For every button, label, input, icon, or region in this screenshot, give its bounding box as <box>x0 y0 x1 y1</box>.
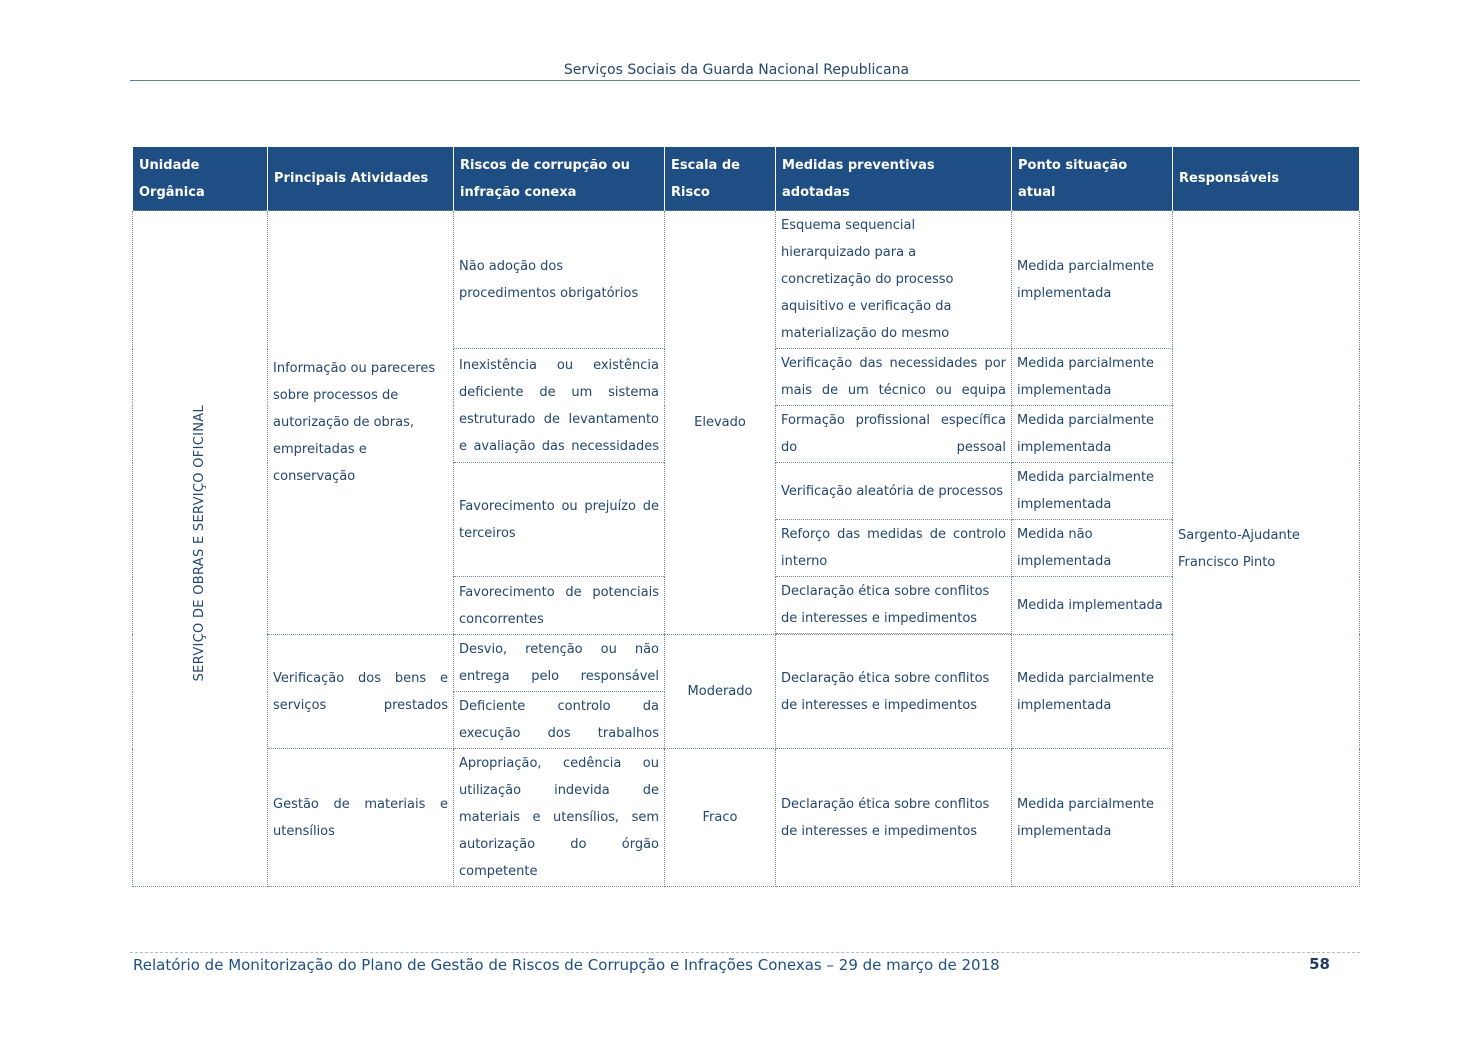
header-riscos: Riscos de corrupção ou infração conexa <box>454 147 665 211</box>
header-divider <box>130 80 1360 81</box>
responsible-cell: Sargento-Ajudante Francisco Pinto <box>1173 211 1360 887</box>
header-ponto: Ponto situação atual <box>1012 147 1173 211</box>
status-cell-7: Medida parcialmente implementada <box>1012 635 1173 749</box>
scale-cell-3: Fraco <box>665 749 776 887</box>
status-cell-2: Medida parcialmente implementada <box>1012 349 1173 406</box>
measure-cell-8: Declaração ética sobre conflitos de interesses e impedimentos <box>776 749 1012 887</box>
footer-text: Relatório de Monitorização do Plano de Gestão de Riscos de Corrupção e Infrações Conexas – 29 de março de 2018 <box>133 956 1000 974</box>
risk-table <box>132 147 1360 887</box>
risk-cell-6: Deficiente controlo da execução dos trabalhos <box>454 692 665 749</box>
status-cell-3: Medida parcialmente implementada <box>1012 406 1173 463</box>
header-responsaveis: Responsáveis <box>1173 147 1360 211</box>
measure-cell-6: Declaração ética sobre conflitos de interesses e impedimentos <box>776 577 1012 634</box>
measure-cell-1: Esquema sequencial hierarquizado para a concretização do processo aquisitivo e verificação da materialização do mesmo <box>776 211 1012 349</box>
status-cell-8: Medida parcialmente implementada <box>1012 749 1173 887</box>
header-medidas: Medidas preventivas adotadas <box>776 147 1012 211</box>
footer-divider <box>130 952 1360 953</box>
page-number: 58 <box>1309 955 1330 973</box>
risk-cell-2: Inexistência ou existência deficiente de um sistema estruturado de levantamento e avaliação das necessidades <box>454 349 665 463</box>
risk-cell-5: Desvio, retenção ou não entrega pelo responsável <box>454 635 665 692</box>
risk-cell-1: Não adoção dos procedimentos obrigatórios <box>454 211 665 349</box>
measure-cell-3: Formação profissional específica do pessoal <box>776 406 1012 463</box>
status-cell-4: Medida parcialmente implementada <box>1012 463 1173 520</box>
unit-cell <box>133 211 268 887</box>
header-atividades: Principais Atividades <box>268 147 454 211</box>
measure-cell-7: Declaração ética sobre conflitos de interesses e impedimentos <box>776 635 1012 749</box>
scale-cell-1: Elevado <box>665 211 776 635</box>
page-header-title: Serviços Sociais da Guarda Nacional Republicana <box>563 62 910 78</box>
unit-label: SERVIÇO DE OBRAS E SERVIÇO OFICINAL <box>192 405 207 682</box>
risk-cell-4: Favorecimento de potenciais concorrentes <box>454 577 665 635</box>
status-cell-6: Medida implementada <box>1012 577 1173 635</box>
activity-cell-2: Verificação dos bens e serviços prestados <box>268 635 454 749</box>
status-cell-5: Medida não implementada <box>1012 520 1173 577</box>
measure-cell-5: Reforço das medidas de controlo interno <box>776 520 1012 577</box>
scale-cell-2: Moderado <box>665 635 776 749</box>
risk-cell-7: Apropriação, cedência ou utilização indevida de materiais e utensílios, sem autorização do órgão competente <box>454 749 665 887</box>
table-header-row <box>133 147 1360 211</box>
measure-cell-4: Verificação aleatória de processos <box>776 463 1012 520</box>
table-row <box>133 211 1360 349</box>
status-cell-1: Medida parcialmente implementada <box>1012 211 1173 349</box>
risk-cell-3: Favorecimento ou prejuízo de terceiros <box>454 463 665 577</box>
measure-cell-2: Verificação das necessidades por mais de um técnico ou equipa <box>776 349 1012 406</box>
activity-cell-1: Informação ou pareceres sobre processos de autorização de obras, empreitadas e conservação <box>268 211 454 635</box>
header-unidade: Unidade Orgânica <box>133 147 268 211</box>
header-escala: Escala de Risco <box>665 147 776 211</box>
activity-cell-3: Gestão de materiais e utensílios <box>268 749 454 887</box>
